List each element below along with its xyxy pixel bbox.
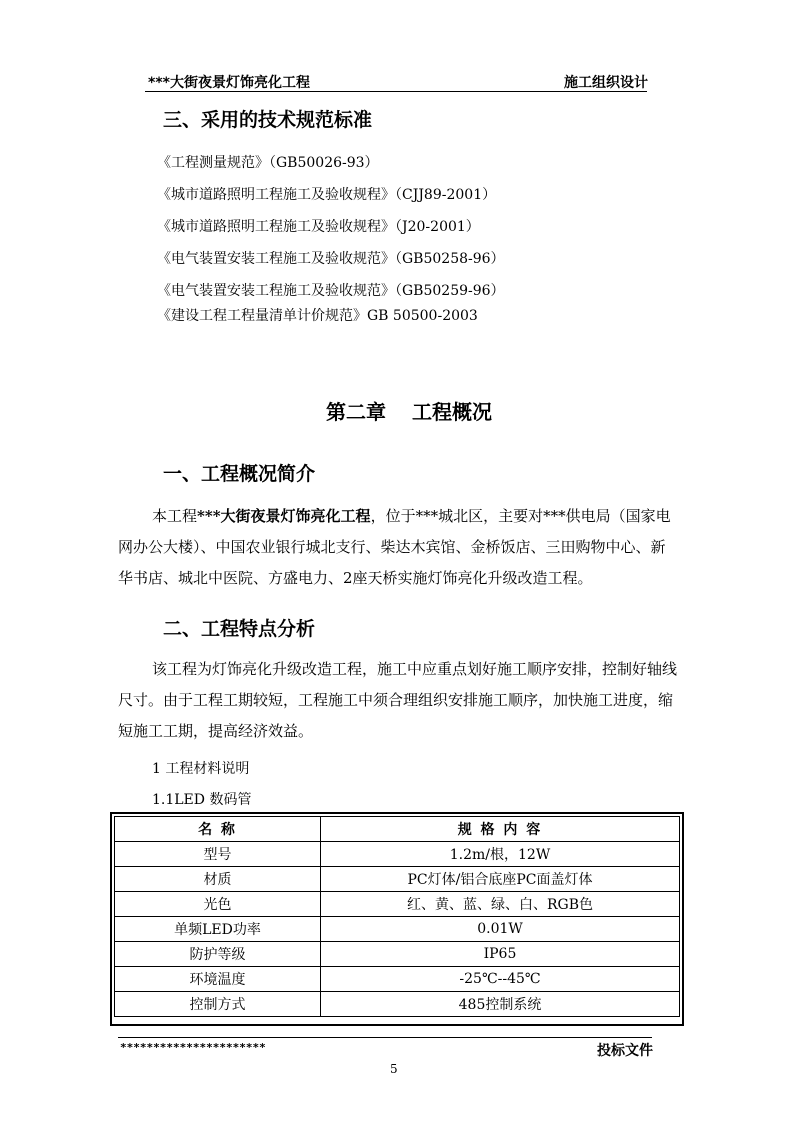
chapter-title bbox=[326, 396, 492, 425]
cell-name: 控制方式 bbox=[115, 992, 321, 1017]
table-row bbox=[115, 992, 680, 1017]
materials-label: 1 工程材料说明 bbox=[152, 761, 250, 777]
table-row bbox=[115, 842, 680, 867]
features-paragraph bbox=[118, 654, 678, 747]
cell-name: 光色 bbox=[115, 892, 321, 917]
cell-name: 单频LED功率 bbox=[115, 917, 321, 942]
table-header-row bbox=[115, 817, 680, 842]
column-header-spec: 规 格 内 容 bbox=[321, 817, 680, 842]
page-number: 5 bbox=[390, 1062, 398, 1076]
header-doc-type: 施工组织设计 bbox=[564, 75, 648, 91]
table-row bbox=[115, 867, 680, 892]
column-header-name: 名 称 bbox=[115, 817, 321, 842]
cell-spec: 红、黄、蓝、绿、白、RGB色 bbox=[321, 892, 680, 917]
cell-name: 环境温度 bbox=[115, 967, 321, 992]
cell-name: 防护等级 bbox=[115, 942, 321, 967]
overview-body: ，位于***城北区，主要对***供电局（国家电网办公大楼）、中国农业银行城北支行、柴达木宾馆、金桥饭店、三田购物中心、新华书店、城北中医院、方盛电力、2座天桥实施灯饰亮化升级改造工程。 bbox=[118, 507, 671, 587]
overview-project-name: ***大街夜景灯饰亮化工程 bbox=[197, 507, 371, 525]
header-project-title: ***大街夜景灯饰亮化工程 bbox=[148, 75, 310, 91]
cell-spec: -25℃--45℃ bbox=[321, 967, 680, 992]
features-body: 该工程为灯饰亮化升级改造工程，施工中应重点划好施工顺序安排，控制好轴线尺寸。由于工程工期较短，工程施工中须合理组织安排施工顺序，加快施工进度，缩短施工工期，提高经济效益。 bbox=[118, 660, 678, 740]
footer-divider bbox=[118, 1037, 652, 1038]
standard-item: 《城市道路照明工程施工及验收规程》（CJJ89-2001） bbox=[157, 187, 497, 203]
standard-item: 《城市道路照明工程施工及验收规程》（J20-2001） bbox=[157, 219, 480, 235]
table-row bbox=[115, 967, 680, 992]
footer-stars: ********************** bbox=[120, 1041, 266, 1054]
section-heading-overview: 一、工程概况简介 bbox=[163, 463, 316, 485]
footer-doc-label: 投标文件 bbox=[597, 1043, 653, 1059]
cell-spec: 1.2m/根，12W bbox=[321, 842, 680, 867]
section-heading-features: 二、工程特点分析 bbox=[163, 618, 316, 640]
led-label: 1.1LED 数码管 bbox=[152, 792, 252, 808]
cell-name: 材质 bbox=[115, 867, 321, 892]
section-heading-standards: 三、采用的技术规范标准 bbox=[163, 109, 373, 131]
overview-lead: 本工程 bbox=[152, 507, 198, 525]
standard-item: 《工程测量规范》（GB50026-93） bbox=[157, 155, 379, 171]
table-row bbox=[115, 942, 680, 967]
standard-item: 《建设工程工程量清单计价规范》GB 50500-2003 bbox=[157, 308, 478, 324]
table-row bbox=[115, 917, 680, 942]
chapter-name: 工程概况 bbox=[412, 400, 492, 424]
overview-paragraph bbox=[118, 501, 678, 594]
standard-item: 《电气装置安装工程施工及验收规范》（GB50259-96） bbox=[157, 283, 505, 299]
cell-spec: 0.01W bbox=[321, 917, 680, 942]
spec-table bbox=[114, 816, 680, 1017]
cell-name: 型号 bbox=[115, 842, 321, 867]
standard-item: 《电气装置安装工程施工及验收规范》（GB50258-96） bbox=[157, 251, 505, 267]
cell-spec: PC灯体/铝合底座PC面盖灯体 bbox=[321, 867, 680, 892]
header-divider bbox=[145, 91, 647, 92]
chapter-number: 第二章 bbox=[326, 400, 386, 424]
cell-spec: 485控制系统 bbox=[321, 992, 680, 1017]
table-row bbox=[115, 892, 680, 917]
cell-spec: IP65 bbox=[321, 942, 680, 967]
